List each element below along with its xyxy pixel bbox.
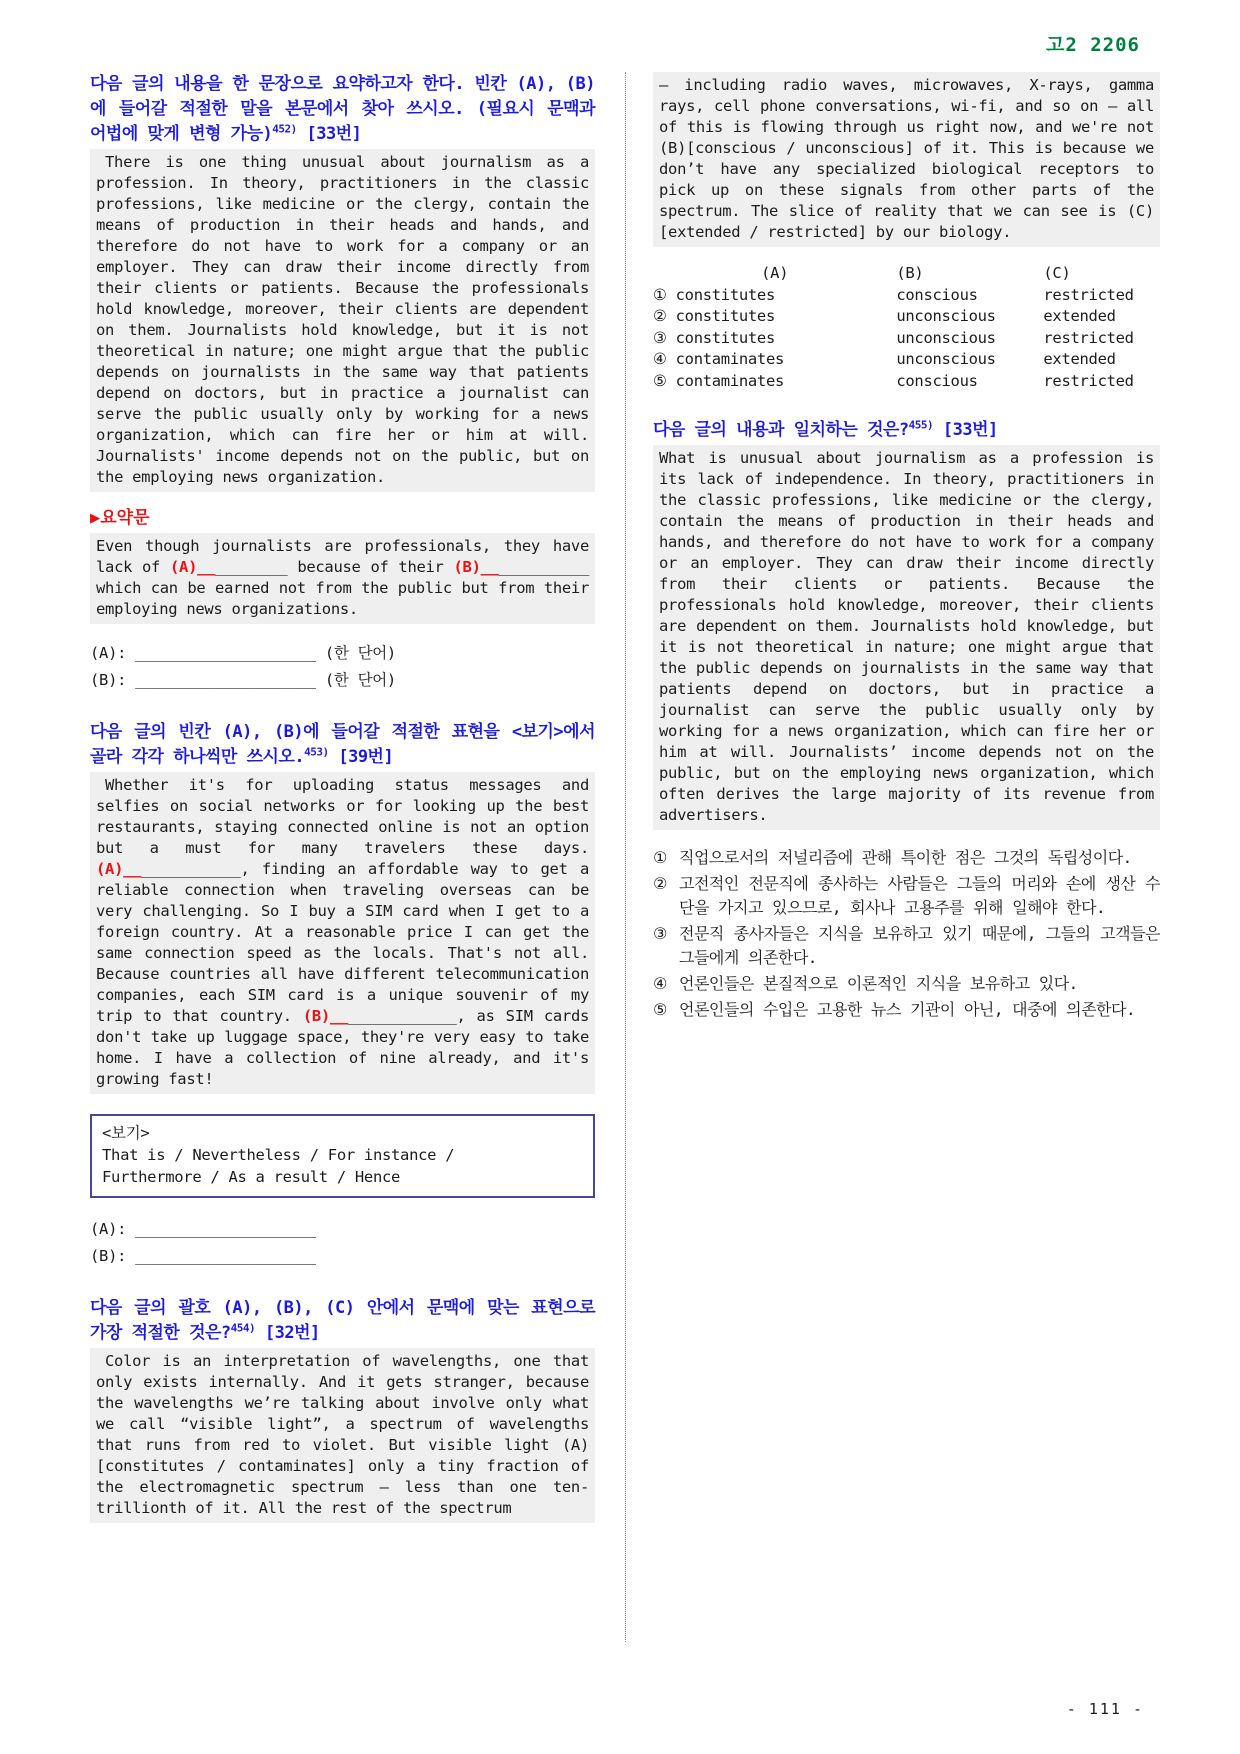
answer-b-suffix: (한 단어) xyxy=(315,671,396,689)
question-2-footnote-ref: 453) xyxy=(304,745,329,759)
option-1-a: ① constitutes xyxy=(653,285,775,304)
question-4-options xyxy=(653,846,1160,1022)
option-row-4 xyxy=(653,349,1160,371)
passage2-part1: Whether it's for uploading status messages and selfies on social networks or for looking up the best restaurants, staying connected online is not an option but a must for many travelers these days. xyxy=(96,776,589,857)
passage2-part2: , finding an affordable way to get a reliable connection when traveling overseas can be very challenging. So I buy a SIM card when I get to a foreign country. At a reasonable price I can get the same connection speed as the locals. That's not all. Because countries all have different telecommunication companies, each SIM card is a unique souvenir of my trip to that country. xyxy=(96,860,589,1025)
blank-b-line: __________ xyxy=(498,558,589,576)
question-3-passage-left: Color is an interpretation of wavelengths, one that only exists internally. And it gets stranger, because the wavelengths we’re talking about involve only what we call “visible light”, a spectrum of wavelengths that runs from red to violet. But visible light (A)[constitutes / contaminates] only a tiny fraction of the electromagnetic spectrum – less than one ten-trillionth of it. All the rest of the spectrum xyxy=(90,1348,595,1523)
korean-option-2 xyxy=(653,872,1160,920)
left-column xyxy=(90,72,625,1642)
grade-tag: 고2 2206 xyxy=(1046,34,1140,56)
korean-option-4 xyxy=(653,972,1160,996)
korean-option-3-number: ③ xyxy=(653,924,667,943)
summary-heading: ▶요약문 xyxy=(90,508,150,528)
right-column xyxy=(625,72,1160,1642)
answer-a-blank: ____________________ xyxy=(135,1220,316,1238)
blank-b-marker: (B)__ xyxy=(453,558,499,576)
korean-option-1 xyxy=(653,846,1160,870)
word-bank-box xyxy=(90,1114,595,1198)
answer-line-b xyxy=(90,667,595,694)
page-number: - 111 - xyxy=(1066,1700,1144,1718)
question-2-number: [39번] xyxy=(338,747,394,767)
answer-line-a xyxy=(90,1216,595,1243)
korean-option-1-number: ① xyxy=(653,848,667,867)
option-2-a: ② constitutes xyxy=(653,307,775,325)
two-column-content xyxy=(90,72,1160,1642)
options-header-a: (A) xyxy=(761,264,789,282)
korean-option-4-number: ④ xyxy=(653,974,667,993)
answer-a-blank: ____________________ xyxy=(135,644,316,662)
option-row-2 xyxy=(653,306,1160,328)
question-4-title xyxy=(653,418,1160,443)
passage2-blank-a-marker: (A)__ xyxy=(96,860,142,878)
answer-line-b xyxy=(90,1243,595,1270)
question-2-title-text: 다음 글의 빈칸 (A), (B)에 들어갈 적절한 표현을 <보기>에서 골라 각각 하나씩만 쓰시오. xyxy=(90,722,595,767)
answer-b-blank: ____________________ xyxy=(135,671,316,689)
option-2-b: unconscious xyxy=(896,307,996,325)
question-1-footnote-ref: 452) xyxy=(272,122,297,136)
passage2-blank-b-marker: (B)__ xyxy=(302,1007,349,1025)
option-4-a: ④ contaminates xyxy=(653,350,785,368)
question-3-passage-continued: – including radio waves, microwaves, X-rays, gamma rays, cell phone conversations, wi-fi, and so on – all of this is flowing through us right now, and we're not (B)[conscious / unconscious] of it. This is because we don’t have any specialized biological receptors to pick up on these signals from other parts of the spectrum. The slice of reality that we can see is (C)[extended / restricted] by our biology. xyxy=(653,72,1160,247)
passage2-blank-b-line: ____________ xyxy=(348,1007,457,1025)
question-3-number: [32번] xyxy=(264,1323,320,1343)
answer-a-label: (A): xyxy=(90,644,136,662)
question-4-title-text: 다음 글의 내용과 일치하는 것은? xyxy=(653,420,909,440)
summary-part1: Even though journalists are professionals, they have lack of xyxy=(96,537,589,576)
question-4-number: [33번] xyxy=(942,420,998,440)
korean-option-4-text: 언론인들은 본질적으로 이론적인 지식을 보유하고 있다. xyxy=(679,974,1078,993)
word-bank-line1: That is / Nevertheless / For instance / xyxy=(102,1146,455,1164)
options-header-row xyxy=(653,263,1160,285)
question-1-summary xyxy=(90,533,595,624)
question-2-title xyxy=(90,720,595,770)
question-3-options-table xyxy=(653,263,1160,392)
options-header-c: (C) xyxy=(1043,264,1071,282)
blank-a-marker: (A)__ xyxy=(170,558,216,576)
word-bank-line2: Furthermore / As a result / Hence xyxy=(102,1168,401,1186)
answer-line-a xyxy=(90,640,595,667)
option-5-b: conscious xyxy=(896,371,978,390)
korean-option-3 xyxy=(653,922,1160,970)
passage2-blank-a-line: ___________ xyxy=(141,860,241,878)
answer-a-suffix: (한 단어) xyxy=(315,644,396,662)
options-header-b: (B) xyxy=(896,264,924,282)
question-4-footnote-ref: 455) xyxy=(908,418,934,432)
option-3-b: unconscious xyxy=(896,328,996,347)
blank-a-line: ________ xyxy=(215,558,288,576)
answer-a-label: (A): xyxy=(90,1220,136,1238)
option-5-a: ⑤ contaminates xyxy=(653,371,785,390)
korean-option-3-text: 전문직 종사자들은 지식을 보유하고 있기 때문에, 그들의 고객들은 그들에게 의존한다. xyxy=(679,924,1160,967)
option-row-1 xyxy=(653,285,1160,307)
question-1-number: [33번] xyxy=(306,124,362,144)
option-1-b: conscious xyxy=(896,285,978,304)
question-3-title xyxy=(90,1296,595,1346)
question-1-title xyxy=(90,72,595,147)
summary-part2: because of their xyxy=(287,558,454,576)
korean-option-1-text: 직업으로서의 저널리즘에 관해 특이한 점은 그것의 독립성이다. xyxy=(679,848,1132,867)
question-1-passage: There is one thing unusual about journalism as a profession. In theory, practitioners in the classic professions, like medicine or the clergy, contain the means of production in their heads and hands, and therefore do not have to work for a company or an employer. They can draw their income directly from their clients or patients. Because the professionals hold knowledge, moreover, their clients are dependent on them. Journalists hold knowledge, but it is not theoretical in nature; one might argue that the public depends on journalists in the same way that patients depend on doctors, but in practice a journalist can serve the public usually only by working for a news organization, which can fire her or him at will. Journalists' income depends not on the public, but on the employing news organization. xyxy=(90,149,595,492)
korean-option-2-number: ② xyxy=(653,874,667,893)
option-4-b: unconscious xyxy=(896,350,996,368)
option-1-c: restricted xyxy=(1043,285,1134,304)
question-3-footnote-ref: 454) xyxy=(230,1321,256,1335)
option-4-c: extended xyxy=(1043,350,1116,368)
korean-option-5 xyxy=(653,998,1160,1022)
question-4-passage: What is unusual about journalism as a profession is its lack of independence. In theory, practitioners in the classic professions, like medicine or the clergy, contain the means of production in their heads and hands, and therefore do not have to work for a company or an employer. They can draw their income directly from their clients or patients. Because the professionals hold knowledge, moreover, their clients are dependent on them. Journalists hold knowledge, but it is not theoretical in nature; one might argue that the public depends on journalists in the same way that patients depend on doctors, but in practice a journalist can serve the public usually only by working for a news organization, which can fire her or him at will. Journalists’ income depends not on the public, but on the employing news organization, which often derives the large majority of its revenue from advertisers. xyxy=(653,445,1160,830)
option-2-c: extended xyxy=(1043,307,1116,325)
summary-part3: which can be earned not from the public but from their employing news organizations. xyxy=(96,579,589,618)
option-5-c: restricted xyxy=(1043,371,1134,390)
option-row-5 xyxy=(653,371,1160,393)
korean-option-5-number: ⑤ xyxy=(653,1000,667,1019)
question-1-answer-lines xyxy=(90,640,595,694)
option-row-3 xyxy=(653,328,1160,350)
answer-b-blank: ____________________ xyxy=(135,1247,316,1265)
question-2-passage xyxy=(90,772,595,1094)
question-3-title-text: 다음 글의 괄호 (A), (B), (C) 안에서 문맥에 맞는 표현으로 가장 적절한 것은? xyxy=(90,1298,595,1343)
option-3-c: restricted xyxy=(1043,328,1134,347)
korean-option-2-text: 고전적인 전문직에 종사하는 사람들은 그들의 머리와 손에 생산 수단을 가지고 있으므로, 회사나 고용주를 위해 일해야 한다. xyxy=(679,874,1160,917)
answer-b-label: (B): xyxy=(90,1247,136,1265)
question-1-title-text: 다음 글의 내용을 한 문장으로 요약하고자 한다. 빈칸 (A), (B)에 들어갈 적절한 말을 본문에서 찾아 쓰시오. (필요시 문맥과 어법에 맞게 변형 가능) xyxy=(90,74,595,144)
option-3-a: ③ constitutes xyxy=(653,328,775,347)
korean-option-5-text: 언론인들의 수입은 고용한 뉴스 기관이 아닌, 대중에 의존한다. xyxy=(679,1000,1136,1019)
passage2-part3: , as SIM cards don't take up luggage space, they're very easy to take home. I have a collection of nine already, and it's growing fast! xyxy=(96,1007,590,1088)
answer-b-label: (B): xyxy=(90,671,136,689)
word-bank-label: <보기> xyxy=(102,1124,150,1142)
question-2-answer-lines xyxy=(90,1216,595,1270)
